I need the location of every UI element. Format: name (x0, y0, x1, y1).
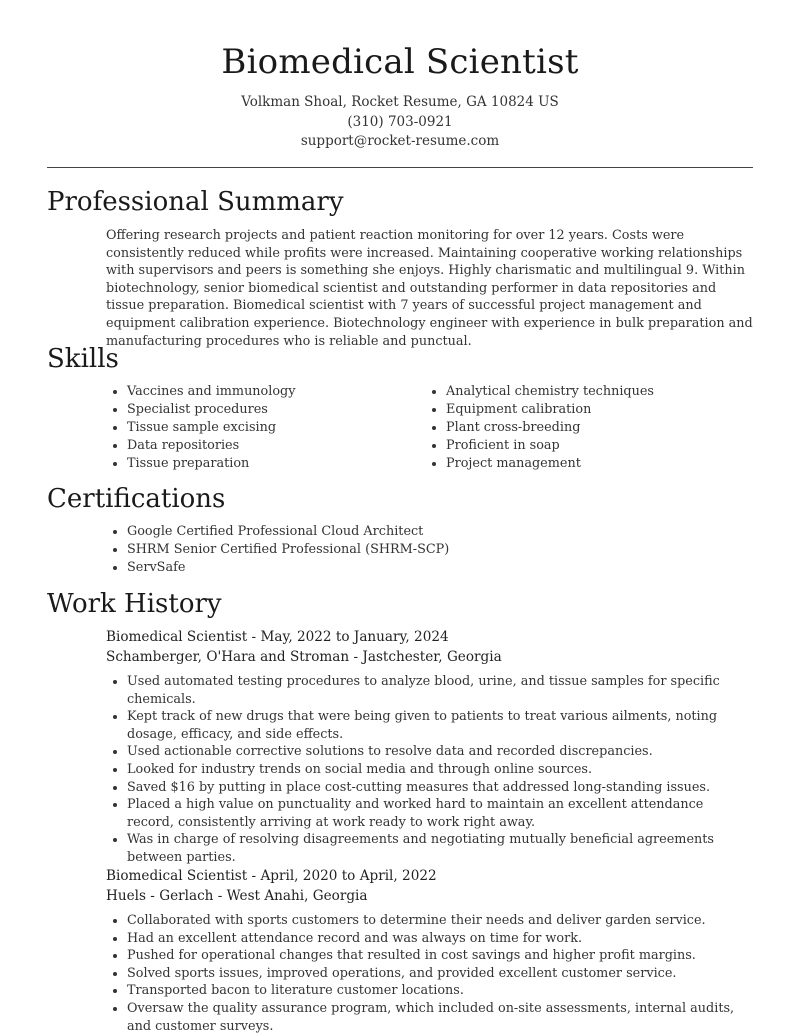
certification-item: • SHRM Senior Certified Professional (SHRM-SCP) (127, 541, 754, 559)
certification-item: • ServSafe (127, 559, 754, 577)
contact-address: Volkman Shoal, Rocket Resume, GA 10824 US (241, 94, 559, 110)
contact-block (47, 93, 753, 152)
section-title-certifications: Certifications (47, 484, 226, 514)
header-divider (47, 167, 753, 168)
job-bullets (106, 673, 754, 867)
job-bullet: • Collaborated with sports customers to determine their needs and deliver garden service. (127, 912, 754, 930)
skill-item: • Tissue preparation (127, 455, 427, 473)
job-bullet: • Used automated testing procedures to analyze blood, urine, and tissue samples for specific chemicals. (127, 673, 754, 708)
skill-item: • Proficient in soap (446, 437, 746, 455)
job-bullet: • Had an excellent attendance record and was always on time for work. (127, 930, 754, 948)
contact-email: support@rocket-resume.com (300, 133, 500, 149)
resume-name: Biomedical Scientist (221, 42, 579, 82)
job-bullets (106, 912, 754, 1035)
skill-item: • Data repositories (127, 437, 427, 455)
job-bullet: • Used actionable corrective solutions to resolve data and recorded discrepancies. (127, 743, 754, 761)
job-bullet: • Pushed for operational changes that resulted in cost savings and higher profit margins. (127, 947, 754, 965)
skill-item: • Equipment calibration (446, 401, 746, 419)
skills-list-right (425, 383, 746, 473)
summary-text: Offering research projects and patient reaction monitoring for over 12 years. Costs were consistently reduced while profits were increased. Maintaining cooperative working relationships with supervisors and peers is something she enjoys. Highly charismatic and multilingual 9. Within biotechnology, senior biomedical scientist and outstanding performer in data repositories and tissue preparation. Biomedical scientist with 7 years of successful project management and equipment calibration experience. Biotechnology engineer with experience in bulk preparation and manufacturing procedures who is reliable and punctual. (106, 228, 753, 349)
job-bullet: • Solved sports issues, improved operations, and provided excellent customer service. (127, 965, 754, 983)
job-bullet: • Kept track of new drugs that were being given to patients to treat various ailments, noting dosage, efficacy, and side effects. (127, 708, 754, 743)
job-title-line: Biomedical Scientist - April, 2020 to April, 2022 (106, 868, 437, 884)
job-bullet: • Oversaw the quality assurance program, which included on-site assessments, internal audits, and customer surveys. (127, 1000, 754, 1035)
contact-phone: (310) 703-0921 (347, 113, 453, 130)
skill-item: • Vaccines and immunology (127, 383, 427, 401)
job-bullet: • Transported bacon to literature customer locations. (127, 982, 754, 1000)
skill-item: • Project management (446, 455, 746, 473)
skill-item: • Specialist procedures (127, 401, 427, 419)
section-title-summary: Professional Summary (47, 187, 344, 217)
job-bullet: • Looked for industry trends on social media and through online sources. (127, 761, 754, 779)
resume-page (47, 0, 753, 1035)
job-company-line: Huels - Gerlach - West Anahi, Georgia (106, 888, 368, 904)
job-title-line: Biomedical Scientist - May, 2022 to January, 2024 (106, 629, 449, 645)
job-company-line: Schamberger, O'Hara and Stroman - Jastchester, Georgia (106, 649, 502, 665)
job-bullet: • Placed a high value on punctuality and worked hard to maintain an excellent attendance record, consistently arriving at work ready to work right away. (127, 796, 754, 831)
skills-list-left (106, 383, 427, 473)
certifications-list (106, 523, 754, 577)
certification-item: • Google Certified Professional Cloud Architect (127, 523, 754, 541)
job-bullet: • Was in charge of resolving disagreements and negotiating mutually beneficial agreements between parties. (127, 831, 754, 866)
section-title-work-history: Work History (47, 589, 222, 619)
job-bullet: • Saved $16 by putting in place cost-cutting measures that addressed long-standing issues. (127, 779, 754, 797)
skill-item: • Analytical chemistry techniques (446, 383, 746, 401)
section-title-skills: Skills (47, 344, 119, 374)
skill-item: • Tissue sample excising (127, 419, 427, 437)
skill-item: • Plant cross-breeding (446, 419, 746, 437)
